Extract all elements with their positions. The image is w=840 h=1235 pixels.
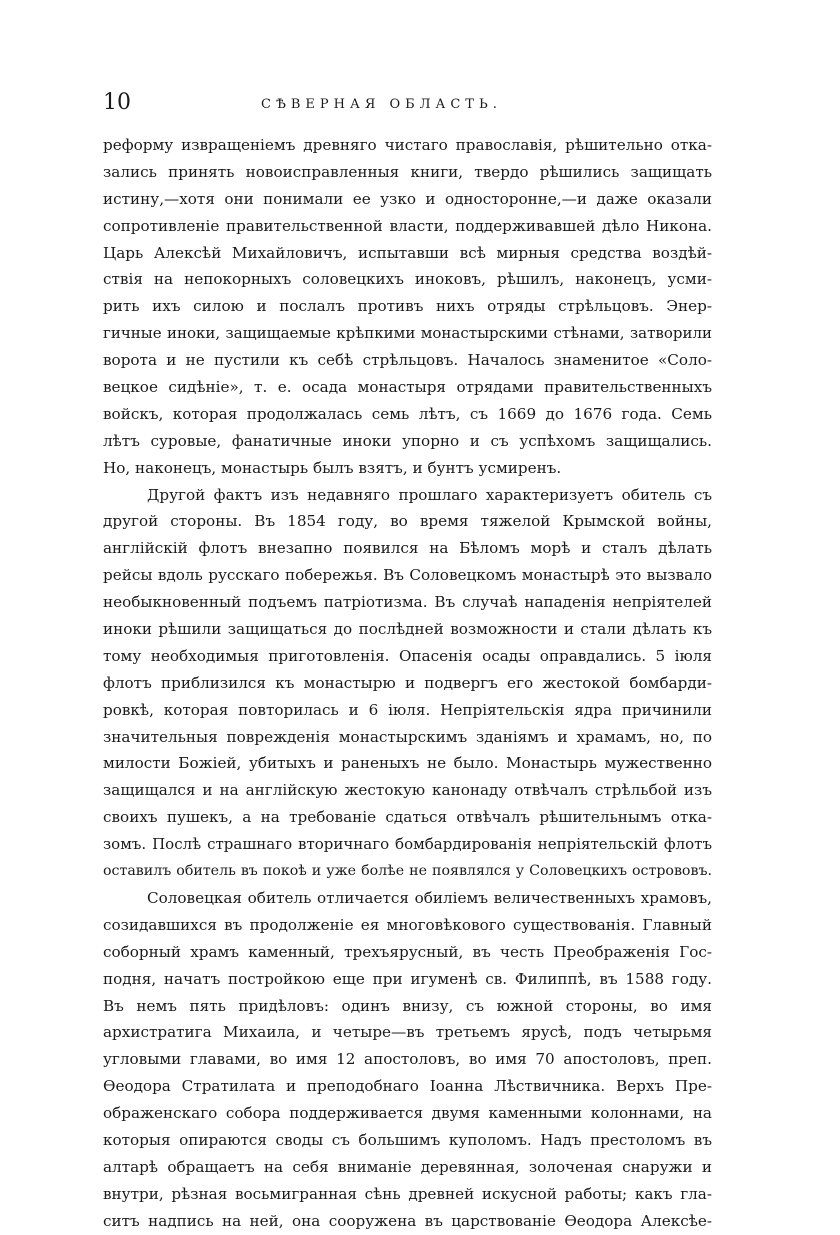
text-line: зались принять новоисправленныя книги, твердо рѣшились защищать	[103, 162, 712, 181]
text-line: своихъ пушекъ, а на требованіе сдаться отвѣчалъ рѣшительнымъ отка-	[103, 808, 712, 827]
text-line: Соловецкая обитель отличается обиліемъ величественныхъ храмовъ,	[147, 888, 712, 907]
text-line: реформу извращеніемъ древняго чистаго православія, рѣшительно отка-	[103, 136, 712, 154]
text-line: флотъ приблизился къ монастырю и подвергъ его жестокой бомбарди-	[103, 673, 712, 692]
body-text	[103, 132, 712, 1235]
text-line: тому необходимыя приготовленія. Опасенія осады оправдались. 5 іюля	[103, 646, 712, 665]
text-line: подня, начатъ постройкою еще при игуменѣ св. Филиппѣ, въ 1588 году.	[103, 969, 712, 988]
running-title: СѢВЕРНАЯ ОБЛАСТЬ.	[261, 97, 502, 112]
text-line: гичные иноки, защищаемые крѣпкими монастырскими стѣнами, затворили	[103, 324, 712, 343]
text-line: рить ихъ силою и послалъ противъ нихъ отряды стрѣльцовъ. Энер-	[103, 297, 712, 316]
text-line: лѣтъ суровые, фанатичные иноки упорно и съ успѣхомъ защищались.	[103, 431, 712, 450]
paragraph-1	[103, 132, 712, 482]
text-line: защищался и на англійскую жестокую канонаду отвѣчалъ стрѣльбой изъ	[103, 781, 712, 800]
text-line: сопротивленіе правительственной власти, поддерживавшей дѣло Никона.	[103, 216, 712, 235]
text-line: милости Божіей, убитыхъ и раненыхъ не было. Монастырь мужественно	[103, 754, 712, 773]
text-line: созидавшихся въ продолженіе ея многовѣкового существованія. Главный	[103, 915, 712, 934]
text-line: Другой фактъ изъ недавняго прошлаго характеризуетъ обитель съ	[147, 485, 712, 504]
text-line: ровкѣ, которая повторилась и 6 іюля. Непріятельскія ядра причинили	[103, 700, 712, 719]
text-line: внутри, рѣзная восьмигранная сѣнь древней искусной работы; какъ гла-	[103, 1184, 712, 1203]
text-line: архистратига Михаила, и четыре—въ третьемъ ярусѣ, подъ четырьмя	[103, 1023, 712, 1042]
text-line: войскъ, которая продолжалась семь лѣтъ, съ 1669 до 1676 года. Семь	[103, 404, 712, 423]
text-line: Ѳеодора Стратилата и преподобнаго Іоанна Лѣствичника. Верхъ Пре-	[103, 1077, 712, 1096]
text-line: алтарѣ обращаетъ на себя вниманіе деревянная, золоченая снаружи и	[103, 1157, 712, 1176]
text-line: которыя опираются своды съ большимъ куполомъ. Надъ престоломъ въ	[103, 1130, 712, 1149]
text-line: Царь Алексѣй Михайловичъ, испытавши всѣ мирныя средства воздѣй-	[103, 243, 712, 262]
paragraph-3	[103, 885, 712, 1235]
text-line: другой стороны. Въ 1854 году, во время тяжелой Крымской войны,	[103, 512, 712, 531]
text-line: истину,—хотя они понимали ее узко и односторонне,—и даже оказали	[103, 189, 712, 208]
text-line: угловыми главами, во имя 12 апостоловъ, во имя 70 апостоловъ, преп.	[103, 1050, 712, 1069]
text-line: вецкое сидѣніе», т. е. осада монастыря отрядами правительственныхъ	[103, 378, 712, 397]
text-line: ворота и не пустили къ себѣ стрѣльцовъ. Началось знаменитое «Соло-	[103, 351, 712, 370]
text-line: иноки рѣшили защищаться до послѣдней возможности и стали дѣлать къ	[103, 620, 712, 639]
text-line: необыкновенный подъемъ патріотизма. Въ случаѣ нападенія непріятелей	[103, 593, 712, 612]
paragraph-2	[103, 482, 712, 885]
text-line: Но, наконецъ, монастырь былъ взятъ, и бунтъ усмиренъ.	[103, 458, 562, 477]
running-head	[103, 92, 713, 118]
text-line: ствія на непокорныхъ соловецкихъ иноковъ, рѣшилъ, наконецъ, усми-	[103, 270, 712, 289]
text-line: значительныя поврежденія монастырскимъ зданіямъ и храмамъ, но, по	[103, 727, 712, 746]
text-line: зомъ. Послѣ страшнаго вторичнаго бомбардированія непріятельскій флотъ	[103, 835, 712, 854]
text-line: Въ немъ пять придѣловъ: одинъ внизу, съ южной стороны, во имя	[103, 996, 712, 1015]
text-line: англійскій флотъ внезапно появился на Бѣломъ морѣ и сталъ дѣлать	[103, 539, 712, 558]
text-line: оставилъ обитель въ покоѣ и уже болѣе не появлялся у Соловецкихъ острововъ.	[103, 863, 712, 880]
text-line: ситъ надпись на ней, она сооружена въ царствованіе Ѳеодора Алексѣе-	[103, 1211, 712, 1230]
page-number: 10	[103, 90, 131, 115]
text-line: соборный храмъ каменный, трехъярусный, въ честь Преображенія Гос-	[103, 942, 712, 961]
text-line: рейсы вдоль русскаго побережья. Въ Соловецкомъ монастырѣ это вызвало	[103, 566, 712, 585]
text-line: ображенскаго собора поддерживается двумя каменными колоннами, на	[103, 1104, 712, 1123]
